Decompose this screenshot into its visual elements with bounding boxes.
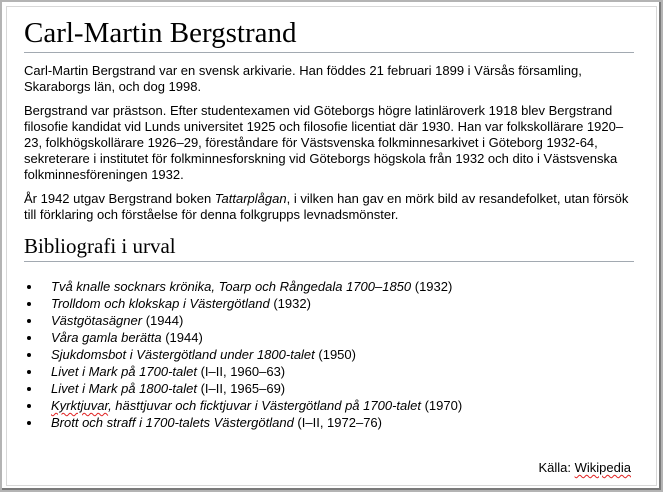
work-note: (I–II, 1965–69) <box>196 381 286 396</box>
work-title: Västgötasägner <box>51 313 143 328</box>
work-title: , hästtjuvar och ficktjuvar i Västergötland på 1700-talet <box>108 398 421 413</box>
bullet-icon <box>27 285 31 289</box>
source-link[interactable]: Wikipedia <box>574 460 631 475</box>
list-item <box>24 295 634 312</box>
work-note: (1950) <box>314 347 356 362</box>
list-item <box>24 329 634 346</box>
work-note: (1944) <box>142 313 184 328</box>
source-attribution <box>539 460 632 476</box>
paragraph-book <box>24 191 634 223</box>
work-title: Livet i Mark på 1700-talet <box>51 364 197 379</box>
bullet-icon <box>27 319 31 323</box>
bullet-icon <box>27 387 31 391</box>
bullet-icon <box>27 404 31 408</box>
work-title: Trolldom och klokskap i Västergötland <box>51 296 270 311</box>
bibliography-list <box>24 278 634 431</box>
work-note: (1932) <box>411 279 453 294</box>
paragraph-book-after: , i vilken han gav en mörk bild av resandefolket, utan försök till förklaring och förståelse för denna folkgrupps levnadsmönster. <box>24 191 629 222</box>
work-note: (1944) <box>161 330 203 345</box>
bullet-icon <box>27 353 31 357</box>
paragraph-intro: Carl-Martin Bergstrand var en svensk arkivarie. Han föddes 21 februari 1899 i Värsås församling, Skaraborgs län, och dog 1998. <box>24 63 582 94</box>
source-label: Källa: <box>538 460 575 475</box>
bullet-icon <box>27 302 31 306</box>
list-item <box>24 346 634 363</box>
list-item <box>24 397 634 414</box>
list-item <box>24 312 634 329</box>
work-title: Två knalle socknars krönika, Toarp och Rångedala 1700–1850 <box>51 279 412 294</box>
bullet-icon <box>27 336 31 340</box>
work-title: Brott och straff i 1700-talets Västergötland <box>51 415 294 430</box>
spellcheck-flagged-word[interactable]: Kyrktjuvar <box>51 398 109 413</box>
bullet-icon <box>27 370 31 374</box>
list-item <box>24 380 634 397</box>
article-body <box>24 16 634 431</box>
work-note: (1970) <box>420 398 463 413</box>
work-title: Livet i Mark på 1800-talet <box>51 381 197 396</box>
paragraph-career: Bergstrand var prästson. Efter studentexamen vid Göteborgs högre latinläroverk 1918 blev Bergstrand filosofie kandidat vid Lunds universitet 1925 och filosofie licentiat där 1930. Han var folkskollärare 1920–23, folkhögskollärare 1926–29, föreståndare för Västsvenska folkminnesarkivet i Göteborg 1932-64, sekreterare i institutet för folkminnesforskning vid Göteborgs högskola från 1932 och dito i Västsvenska folkminnesföreningen 1932. <box>24 103 624 182</box>
work-note: (I–II, 1972–76) <box>293 415 382 430</box>
work-note: (I–II, 1960–63) <box>196 364 286 379</box>
list-item <box>24 363 634 380</box>
bullet-icon <box>27 421 31 425</box>
work-note: (1932) <box>269 296 311 311</box>
paragraph-book-before: År 1942 utgav Bergstrand boken <box>24 191 215 206</box>
list-item <box>24 414 634 431</box>
bibliography-heading: Bibliografi i urval <box>24 234 634 262</box>
article-title: Carl-Martin Bergstrand <box>24 16 634 53</box>
list-item <box>24 278 634 295</box>
work-title: Sjukdomsbot i Västergötland under 1800-talet <box>51 347 315 362</box>
book-title: Tattarplågan <box>214 191 287 206</box>
work-title: Våra gamla berätta <box>51 330 162 345</box>
